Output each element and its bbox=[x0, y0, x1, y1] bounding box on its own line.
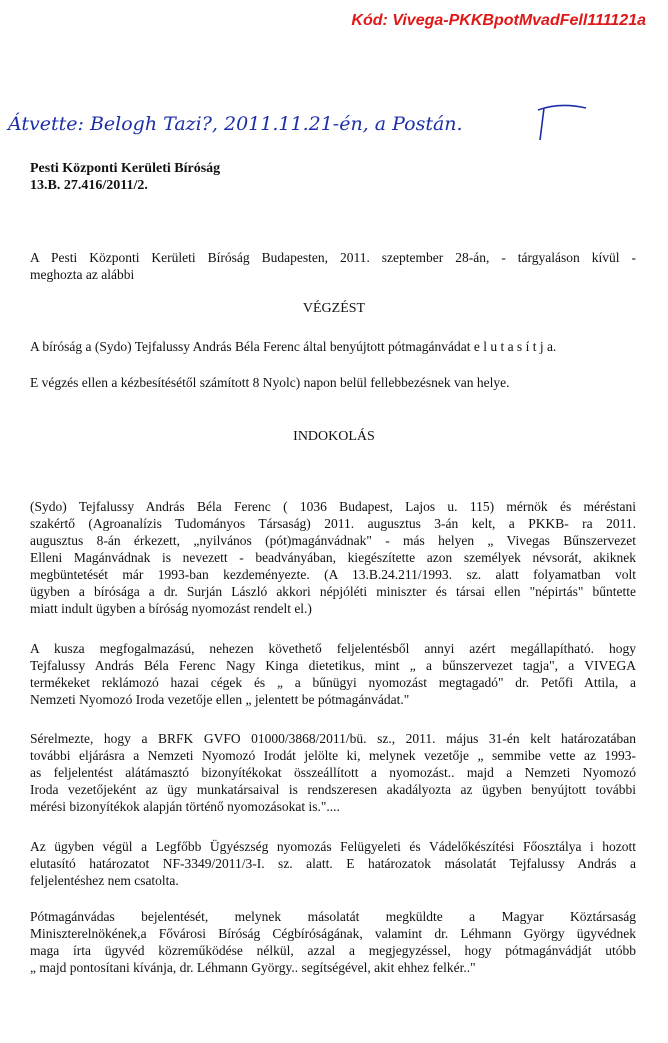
paragraph-line: Sérelmezte, hogy a BRFK GVFO 01000/3868/2011/bü. sz., 2011. május 31-én kelt határozatában bbox=[30, 731, 636, 746]
paragraph-line: „ majd pontosítani kívánja, dr. Léhmann György.. segítségével, akit ehhez felkér.." bbox=[30, 960, 476, 975]
paragraph-line: augusztus 8-án érkezett, „nyilvános (pót)magánvádnak" - más helyen „ Vivegas Bűnszervezet bbox=[30, 533, 636, 548]
paragraph-line: ügyben a bírósága a dr. Surján László akkori népjóléti miniszter és társai ellen "népirtás" bűntette bbox=[30, 584, 636, 599]
paragraph-line: Elleni Magánvádnak is nevezett - beadványában, kiegészítette azon személyek névsorát, akiknek bbox=[30, 550, 636, 565]
paragraph-line: (Sydo) Tejfalussy András Béla Ferenc ( 1036 Budapest, Lajos u. 115) mérnök és méréstani bbox=[30, 499, 636, 514]
paragraph-line: elutasító határozatot NF-3349/2011/3-I. sz. alatt. E határozatok másolatát Tejfalussy András a bbox=[30, 856, 636, 871]
paragraph-line: feljelentéshez nem csatolta. bbox=[30, 873, 179, 888]
paragraph-line: mérési bizonyítékok alapján történő nyomozásokat is.".... bbox=[30, 799, 340, 814]
paragraph-line: Pótmagánvádas bejelentését, melynek másolatát megküldte a Magyar Köztársaság bbox=[30, 909, 636, 924]
order-text: A bíróság a (Sydo) Tejfalussy András Béla Ferenc által benyújtott pótmagánvádat e l u t a s í t j a. bbox=[30, 339, 557, 354]
heading-order: VÉGZÉST bbox=[302, 301, 366, 316]
appeal-text: E végzés ellen a kézbesítésétől számított 8 Nyolc) napon belül fellebbezésnek van helye. bbox=[30, 375, 510, 390]
document-code-label: Kód: Vivega-PKKBpotMvadFell111121a bbox=[351, 12, 646, 29]
handwritten-note-text: Átvette: Belogh Tazi?, 2011.11.21-én, a Postán. bbox=[8, 113, 463, 135]
case-number: 13.B. 27.416/2011/2. bbox=[30, 178, 148, 193]
paragraph-line: Az ügyben végül a Legfőbb Ügyészség nyomozás Felügyeleti és Vádelőkészítési Főosztálya i hozott bbox=[30, 839, 636, 854]
paragraph-line: Miniszterelnökének,a Fővárosi Bíróság Cégbíróságának, valamint dr. Léhmann György ügyvédnek bbox=[30, 926, 636, 941]
paragraph-line: megbüntetését már 1993-ban kezdeményezte. (A 13.B.24.211/1993. sz. alatt folyamatban volt bbox=[30, 567, 636, 582]
paragraph-3 bbox=[30, 730, 636, 815]
court-name: Pesti Központi Kerületi Bíróság bbox=[30, 161, 221, 176]
paragraph-4 bbox=[30, 838, 636, 889]
paragraph-line: további eljárásra a Nemzeti Nyomozó Irodát jelölte ki, melynek vezetője „ semmibe vette az 1993- bbox=[30, 748, 636, 763]
paragraph-line: termékeket reklámozó hazai cégek és „ a bűnügyi nyomozást megtagadó" dr. Petőfi Attila, a bbox=[30, 675, 636, 690]
paragraph-2 bbox=[30, 640, 636, 708]
intro-line: meghozta az alábbi bbox=[30, 267, 135, 282]
handwritten-note bbox=[0, 98, 668, 148]
paragraph-line: as feljelentést alátámasztó bizonyítékokat összeállított a nyomozást.. majd a Nemzeti Nyomozó bbox=[30, 765, 636, 780]
paragraph-line: szakértő (Agroanalízis Tudományos Társaság) 2011. augusztus 3-án kelt, a PKKB- ra 2011. bbox=[30, 516, 636, 531]
intro-line: A Pesti Központi Kerületi Bíróság Budapesten, 2011. szeptember 28-án, - tárgyaláson kívül - bbox=[30, 250, 636, 265]
paragraph-line: Tejfalussy András Béla Ferenc Nagy Kinga dietetikus, mint „ a bűnszervezet tagja", a VIVEGA bbox=[30, 658, 636, 673]
paragraph-1 bbox=[30, 498, 636, 617]
signature-mark bbox=[538, 105, 586, 140]
paragraph-5 bbox=[30, 908, 636, 976]
intro-paragraph bbox=[30, 249, 636, 283]
paragraph-line: Nemzeti Nyomozó Iroda vezetője ellen „ jelentett be pótmagánvádat." bbox=[30, 692, 410, 707]
paragraph-line: maga írta ügyvéd közreműködése nélkül, azzal a megjegyzéssel, hogy pótmagánvádját utóbb bbox=[30, 943, 636, 958]
paragraph-line: A kusza megfogalmazású, nehezen követhető feljelentésből annyi azért megállapítható. hogy bbox=[30, 641, 636, 656]
paragraph-line: miatt indult ügyben a bíróság nyomozást rendelt el.) bbox=[30, 601, 312, 616]
paragraph-line: Iroda vezetőjeként az ügy munkatársaival is rendszeresen akadályozta az ügyben benyújtott további bbox=[30, 782, 636, 797]
heading-reasons: INDOKOLÁS bbox=[293, 429, 375, 444]
